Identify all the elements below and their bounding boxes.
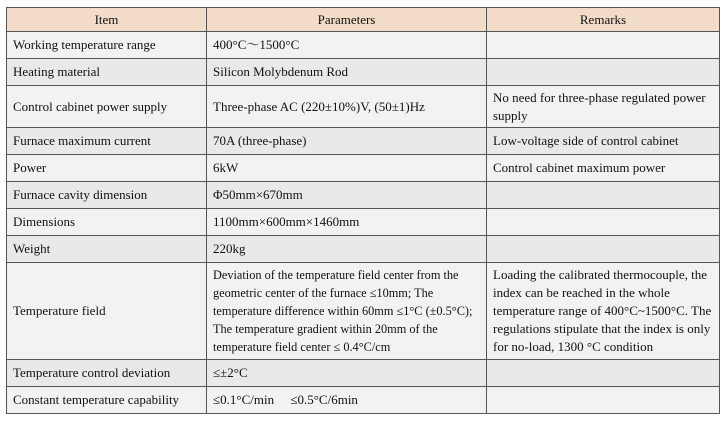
item-cell: Weight [7, 236, 207, 263]
item-cell: Control cabinet power supply [7, 86, 207, 128]
table-row [7, 387, 720, 414]
header-parameters: Parameters [207, 8, 487, 32]
table-row [7, 182, 720, 209]
parameters-cell: Φ50mm×670mm [207, 182, 487, 209]
table-row [7, 155, 720, 182]
remarks-cell: Control cabinet maximum power [487, 155, 720, 182]
item-cell: Power [7, 155, 207, 182]
item-cell: Heating material [7, 59, 207, 86]
remarks-cell [487, 209, 720, 236]
parameters-cell: 1100mm×600mm×1460mm [207, 209, 487, 236]
table-row [7, 209, 720, 236]
table-row [7, 86, 720, 128]
item-cell: Constant temperature capability [7, 387, 207, 414]
remarks-cell [487, 182, 720, 209]
specifications-table [6, 7, 720, 414]
remarks-cell: No need for three-phase regulated power supply [487, 86, 720, 128]
parameters-cell: 400°C～1500°C [207, 32, 487, 59]
remarks-cell [487, 360, 720, 387]
item-cell: Furnace maximum current [7, 128, 207, 155]
parameters-cell: Deviation of the temperature field center from the geometric center of the furnace ≤10mm; The temperature difference within 60mm ≤1°C (±0.5°C); The temperature gradient within 20mm of the temperature field center ≤ 0.4°C/cm [207, 263, 487, 360]
table-row [7, 59, 720, 86]
table-row [7, 32, 720, 59]
parameters-cell: Silicon Molybdenum Rod [207, 59, 487, 86]
remarks-cell [487, 387, 720, 414]
remarks-cell [487, 32, 720, 59]
header-remarks: Remarks [487, 8, 720, 32]
item-cell: Temperature field [7, 263, 207, 360]
table-header-row [7, 8, 720, 32]
item-cell: Temperature control deviation [7, 360, 207, 387]
table-row [7, 263, 720, 360]
parameters-cell: 220kg [207, 236, 487, 263]
parameters-cell: 6kW [207, 155, 487, 182]
remarks-cell: Loading the calibrated thermocouple, the index can be reached in the whole temperature range of 400°C~1500°C. The regulations stipulate that the index is only for no-load, 1300 °C condition [487, 263, 720, 360]
item-cell: Dimensions [7, 209, 207, 236]
remarks-cell: Low-voltage side of control cabinet [487, 128, 720, 155]
table-row [7, 128, 720, 155]
header-item: Item [7, 8, 207, 32]
parameters-cell: 70A (three-phase) [207, 128, 487, 155]
item-cell: Furnace cavity dimension [7, 182, 207, 209]
parameters-cell: Three-phase AC (220±10%)V, (50±1)Hz [207, 86, 487, 128]
table-row [7, 236, 720, 263]
table-row [7, 360, 720, 387]
parameters-cell: ≤±2°C [207, 360, 487, 387]
remarks-cell [487, 59, 720, 86]
item-cell: Working temperature range [7, 32, 207, 59]
parameters-cell: ≤0.1°C/min ≤0.5°C/6min [207, 387, 487, 414]
remarks-cell [487, 236, 720, 263]
